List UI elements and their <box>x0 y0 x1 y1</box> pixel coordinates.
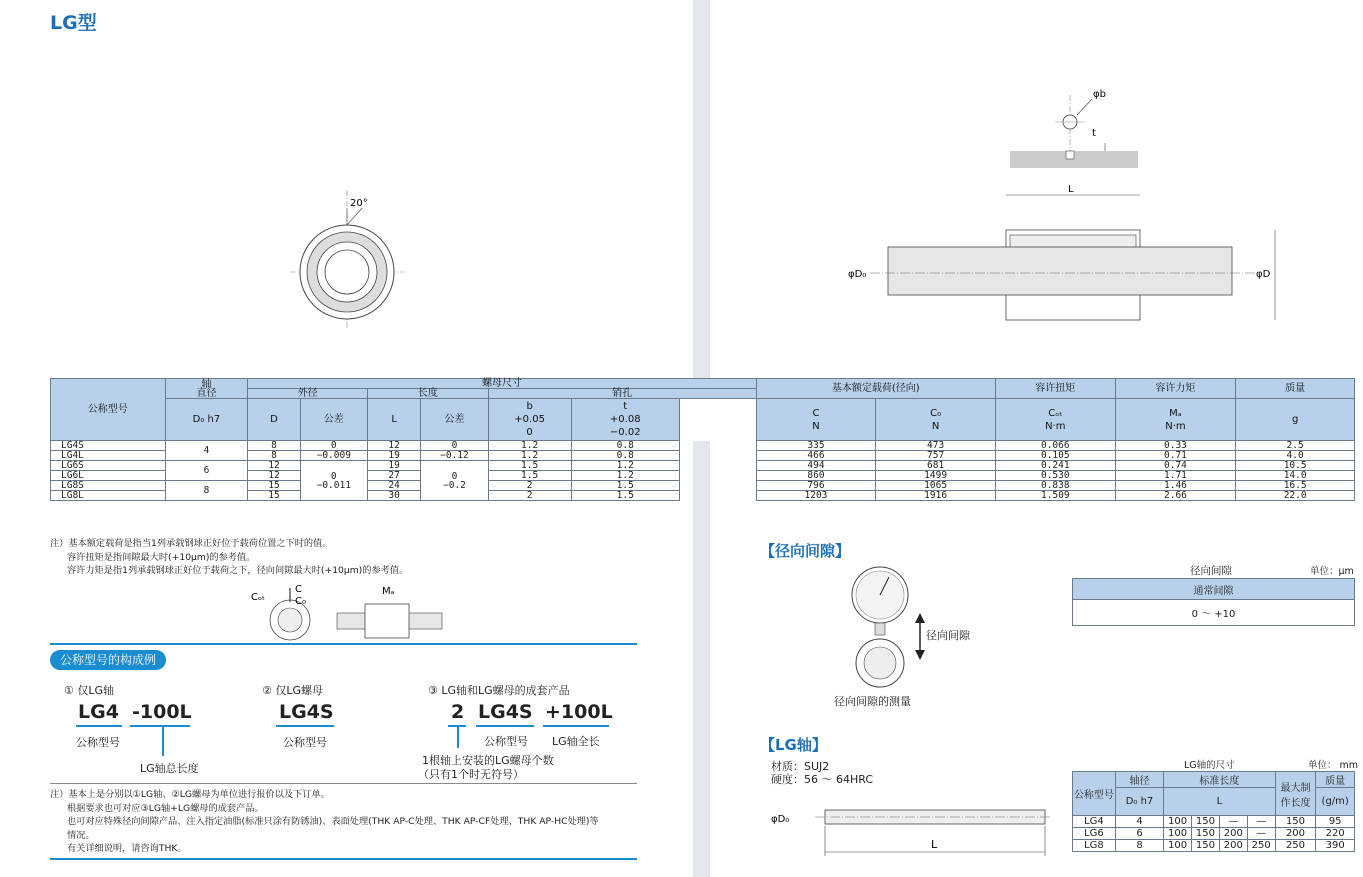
load-direction-diagram <box>245 580 445 645</box>
cell-model: LG4S <box>51 441 166 451</box>
cell-mass: 2.5 <box>1236 441 1355 451</box>
shaft-cell-l1: 100 <box>1164 816 1192 828</box>
cell-L: 27 <box>368 471 421 481</box>
ex1-lbl1: 公称型号 <box>76 736 120 749</box>
spec-table-row <box>51 461 1355 471</box>
cell-C: 494 <box>756 461 876 471</box>
col-moment: 容许力矩 <box>1115 379 1236 399</box>
shaft-table-row <box>1073 816 1355 828</box>
cell-L: 12 <box>368 441 421 451</box>
col-b: b +0.05 0 <box>488 399 571 441</box>
shaft-cell-d: 4 <box>1115 816 1163 828</box>
note-line: 注）基本上是分别以①LG轴、②LG螺母为单位进行报价以及下订单。 <box>50 789 330 800</box>
cell-d0: 6 <box>165 461 248 481</box>
cell-gap <box>679 441 756 451</box>
ex1-code2: -100L <box>132 701 192 723</box>
cell-model: LG6L <box>51 471 166 481</box>
ex2-uline <box>276 725 334 727</box>
shaft-cell-d: 6 <box>1115 828 1163 840</box>
shaft-cell-l2: 150 <box>1192 828 1220 840</box>
cell-b: 1.5 <box>488 461 571 471</box>
cell-L: 19 <box>368 451 421 461</box>
shaft-phi-d0: φD₀ <box>771 814 790 825</box>
col-tol2: 公差 <box>421 399 489 441</box>
ex1-title: ① 仅LG轴 <box>64 684 115 697</box>
cell-torque: 1.509 <box>995 491 1115 501</box>
angle-label: 20° <box>350 198 368 209</box>
cell-C0: 757 <box>876 451 996 461</box>
phi-b-label: φb <box>1093 89 1106 100</box>
ex1-lbl2: LG轴总长度 <box>140 762 199 775</box>
col-t: t +0.08 −0.02 <box>571 399 679 441</box>
note-line: 容许扭矩是指间隙最大时(+10μm)的参考值。 <box>67 551 256 563</box>
col-shaft: 轴 直径 <box>165 379 248 399</box>
composition-pill: 公称型号的构成例 <box>50 650 166 670</box>
notes-load <box>50 537 408 578</box>
ex3-uline1 <box>476 725 534 727</box>
shaft-cell-max: 150 <box>1275 816 1316 828</box>
ex3-lbl2: LG轴全长 <box>552 735 600 748</box>
cell-moment: 0.74 <box>1115 461 1236 471</box>
cell-torque: 0.105 <box>995 451 1115 461</box>
cell-mass: 14.0 <box>1236 471 1355 481</box>
shaft-cell-l2: 150 <box>1192 816 1220 828</box>
shaft-col-dia-sym: D₀ h7 <box>1115 788 1163 816</box>
col-C: C N <box>756 399 876 441</box>
ex2-code: LG4S <box>279 701 334 723</box>
cell-C: 335 <box>756 441 876 451</box>
clearance-heading: 【径向间隙】 <box>760 542 851 560</box>
col-od: 外径 <box>248 389 368 399</box>
cell-model: LG8S <box>51 481 166 491</box>
col-key: 销孔 <box>488 389 756 399</box>
ex1-uline1 <box>76 725 122 727</box>
cell-mass: 22.0 <box>1236 491 1355 501</box>
shaft-col-mass: 质量 <box>1316 772 1355 788</box>
ex3-title: ③ LG轴和LG螺母的成套产品 <box>428 684 570 697</box>
shaft-col-std-sym: L <box>1164 788 1276 816</box>
col-D: D <box>248 399 300 441</box>
cell-torque: 0.838 <box>995 481 1115 491</box>
ex3-uline2 <box>543 725 609 727</box>
shaft-table-row <box>1073 828 1355 840</box>
shaft-cell-l3: — <box>1219 816 1247 828</box>
cell-t: 1.2 <box>571 471 679 481</box>
clearance-measure-label: 径向间隙的测量 <box>834 695 911 708</box>
shaft-cell-l4: 250 <box>1247 840 1275 852</box>
cell-C: 466 <box>756 451 876 461</box>
shaft-cell-l4: — <box>1247 816 1275 828</box>
ex2-title: ② 仅LG螺母 <box>262 684 324 697</box>
col-nut: 螺母尺寸 <box>248 379 756 389</box>
cell-C0: 1065 <box>876 481 996 491</box>
shaft-cell-l2: 150 <box>1192 840 1220 852</box>
shaft-cell-l4: — <box>1247 828 1275 840</box>
spec-table-row <box>51 481 1355 491</box>
cell-moment: 0.71 <box>1115 451 1236 461</box>
shaft-caption: LG轴的尺寸 <box>1184 760 1235 771</box>
shaft-diagram <box>765 800 1050 860</box>
cell-D: 15 <box>248 491 300 501</box>
note-line: 情况。 <box>67 829 95 841</box>
shaft-cell-model: LG8 <box>1073 840 1116 852</box>
shaft-cell-mass: 95 <box>1316 816 1355 828</box>
shaft-col-max: 最大制作长度 <box>1275 772 1316 816</box>
clearance-caption: 径向间隙 <box>1190 565 1232 577</box>
cell-mass: 16.5 <box>1236 481 1355 491</box>
note-line: 容许力矩是指1列承载钢球正好位于载荷之下，径向间隙最大时(+10μm)的参考值。 <box>67 565 409 576</box>
cell-model: LG4L <box>51 451 166 461</box>
ex3-n: 2 <box>451 701 465 723</box>
shaft-cell-mass: 220 <box>1316 828 1355 840</box>
col-tol1: 公差 <box>300 399 368 441</box>
shaft-cell-l1: 100 <box>1164 840 1192 852</box>
cell-gap <box>679 471 756 481</box>
cell-b: 2 <box>488 481 571 491</box>
shaft-cell-model: LG6 <box>1073 828 1116 840</box>
cell-D: 12 <box>248 461 300 471</box>
cell-moment: 0.33 <box>1115 441 1236 451</box>
cell-b: 2 <box>488 491 571 501</box>
cell-C0: 1916 <box>876 491 996 501</box>
clearance-arrow-label: 径向间隙 <box>926 629 970 642</box>
cell-d0: 4 <box>165 441 248 461</box>
cell-ltol: 0 −0.2 <box>421 461 489 501</box>
cell-D: 8 <box>248 441 300 451</box>
phi-d0-label: φD₀ <box>848 269 867 280</box>
cell-b: 1.5 <box>488 471 571 481</box>
note-line: 也可对应特殊径向间隙产品、注入指定油脂(标准只涂有防锈油)、表面处理(THK AP-C处理、THK AP-CF处理、THK AP-HC处理)等 <box>67 816 599 827</box>
col-load: 基本额定载荷(径向) <box>756 379 995 399</box>
cell-dtol: 0 <box>300 441 368 451</box>
cell-model: LG8L <box>51 491 166 501</box>
cell-C: 796 <box>756 481 876 491</box>
ma-label: Mₐ <box>382 586 395 597</box>
shaft-col-std: 标准长度 <box>1164 772 1276 788</box>
cell-b: 1.2 <box>488 451 571 461</box>
cell-t: 1.2 <box>571 461 679 471</box>
cell-b: 1.2 <box>488 441 571 451</box>
col-torque: 容许扭矩 <box>995 379 1115 399</box>
cell-D: 15 <box>248 481 300 491</box>
nut-front-view-diagram <box>290 190 405 330</box>
cell-ltol: −0.12 <box>421 451 489 461</box>
cell-dtol: 0 −0.011 <box>300 461 368 501</box>
shaft-material: 材质：SUJ2 <box>771 760 830 773</box>
ex1-uline2 <box>130 725 190 727</box>
nut-side-view-diagram <box>840 85 1290 330</box>
cell-C0: 473 <box>876 441 996 451</box>
shaft-hardness: 硬度：56 ～ 64HRC <box>771 773 874 786</box>
cell-C0: 681 <box>876 461 996 471</box>
col-gap <box>679 399 756 441</box>
cell-gap <box>679 481 756 491</box>
cell-t: 1.5 <box>571 481 679 491</box>
shaft-cell-model: LG4 <box>1073 816 1116 828</box>
col-mass-u: g <box>1236 399 1355 441</box>
cell-torque: 0.066 <box>995 441 1115 451</box>
note-line: 根据要求也可对应③LG轴+LG螺母的成套产品。 <box>67 802 264 814</box>
shaft-table <box>1072 771 1355 852</box>
cell-C0: 1499 <box>876 471 996 481</box>
shaft-table-row <box>1073 840 1355 852</box>
col-model: 公称型号 <box>51 379 166 441</box>
cell-moment: 1.46 <box>1115 481 1236 491</box>
t-label: t <box>1092 128 1096 139</box>
cell-D: 8 <box>248 451 300 461</box>
clearance-col: 通常间隙 <box>1073 579 1355 600</box>
cot-label: Cₒₜ <box>251 592 266 603</box>
ex3-code1: LG4S <box>478 701 533 723</box>
cell-dtol: −0.009 <box>300 451 368 461</box>
col-shaft-sym: D₀ h7 <box>165 399 248 441</box>
col-mass: 质量 <box>1236 379 1355 399</box>
phi-d-label: φD <box>1256 269 1271 280</box>
shaft-col-dia: 轴径 <box>1115 772 1163 788</box>
shaft-L: L <box>931 838 938 851</box>
cell-torque: 0.241 <box>995 461 1115 471</box>
cell-C: 860 <box>756 471 876 481</box>
cell-D: 12 <box>248 471 300 481</box>
cell-mass: 4.0 <box>1236 451 1355 461</box>
cell-gap <box>679 461 756 471</box>
col-len: 长度 <box>368 389 489 399</box>
dial-gauge-diagram <box>845 565 935 690</box>
shaft-cell-l1: 100 <box>1164 828 1192 840</box>
note-line: 注）基本额定载荷是指当1列承载钢球正好位于载荷位置之下时的值。 <box>50 538 332 549</box>
cell-C: 1203 <box>756 491 876 501</box>
shaft-cell-max: 200 <box>1275 828 1316 840</box>
ex3-code2: +100L <box>545 701 613 723</box>
col-C0: C₀ N <box>876 399 996 441</box>
bottom-rule <box>50 858 637 860</box>
cell-L: 30 <box>368 491 421 501</box>
ex1-leader <box>162 726 164 756</box>
cell-moment: 1.71 <box>1115 471 1236 481</box>
col-torque-sym: Cₒₜ N·m <box>995 399 1115 441</box>
shaft-heading: 【LG轴】 <box>760 736 827 754</box>
shaft-cell-mass: 390 <box>1316 840 1355 852</box>
cell-torque: 0.530 <box>995 471 1115 481</box>
clearance-table <box>1072 578 1355 626</box>
shaft-cell-max: 250 <box>1275 840 1316 852</box>
cell-gap <box>679 491 756 501</box>
col-L: L <box>368 399 421 441</box>
spec-table-row <box>51 441 1355 451</box>
cell-t: 1.5 <box>571 491 679 501</box>
cell-t: 0.8 <box>571 441 679 451</box>
ex3-lbl1: 公称型号 <box>484 735 528 748</box>
cell-moment: 2.66 <box>1115 491 1236 501</box>
shaft-cell-l3: 200 <box>1219 840 1247 852</box>
cell-L: 19 <box>368 461 421 471</box>
ex2-lbl: 公称型号 <box>283 736 327 749</box>
notes-order <box>50 788 599 856</box>
cell-L: 24 <box>368 481 421 491</box>
clearance-unit: 单位：μm <box>1310 566 1354 577</box>
ex1-code1: LG4 <box>78 701 119 723</box>
shaft-unit: 单位： mm <box>1308 760 1359 771</box>
notes-rule <box>50 783 637 784</box>
shaft-cell-d: 8 <box>1115 840 1163 852</box>
col-moment-sym: Mₐ N·m <box>1115 399 1236 441</box>
shaft-cell-l3: 200 <box>1219 828 1247 840</box>
note-line: 有关详细说明，请咨询THK。 <box>67 843 187 854</box>
shaft-col-model: 公称型号 <box>1073 772 1116 816</box>
clearance-value: 0 ～ +10 <box>1073 600 1355 626</box>
cell-t: 0.8 <box>571 451 679 461</box>
c-label: C <box>295 584 302 595</box>
section-rule <box>50 643 637 645</box>
ex3-lbl3: 1根轴上安装的LG螺母个数 <box>422 754 554 767</box>
cell-gap <box>679 451 756 461</box>
page-title: LG型 <box>50 12 97 34</box>
cell-d0: 8 <box>165 481 248 501</box>
shaft-col-mass-u: (g/m) <box>1316 788 1355 816</box>
cell-mass: 10.5 <box>1236 461 1355 471</box>
cell-model: LG6S <box>51 461 166 471</box>
ex3-lbl4: （只有1个时无符号） <box>418 768 524 781</box>
L-dim-label: L <box>1068 184 1074 195</box>
cell-ltol: 0 <box>421 441 489 451</box>
ex3-leader <box>457 726 459 748</box>
spec-table <box>50 378 1355 501</box>
c0-label: C₀ <box>295 596 306 607</box>
